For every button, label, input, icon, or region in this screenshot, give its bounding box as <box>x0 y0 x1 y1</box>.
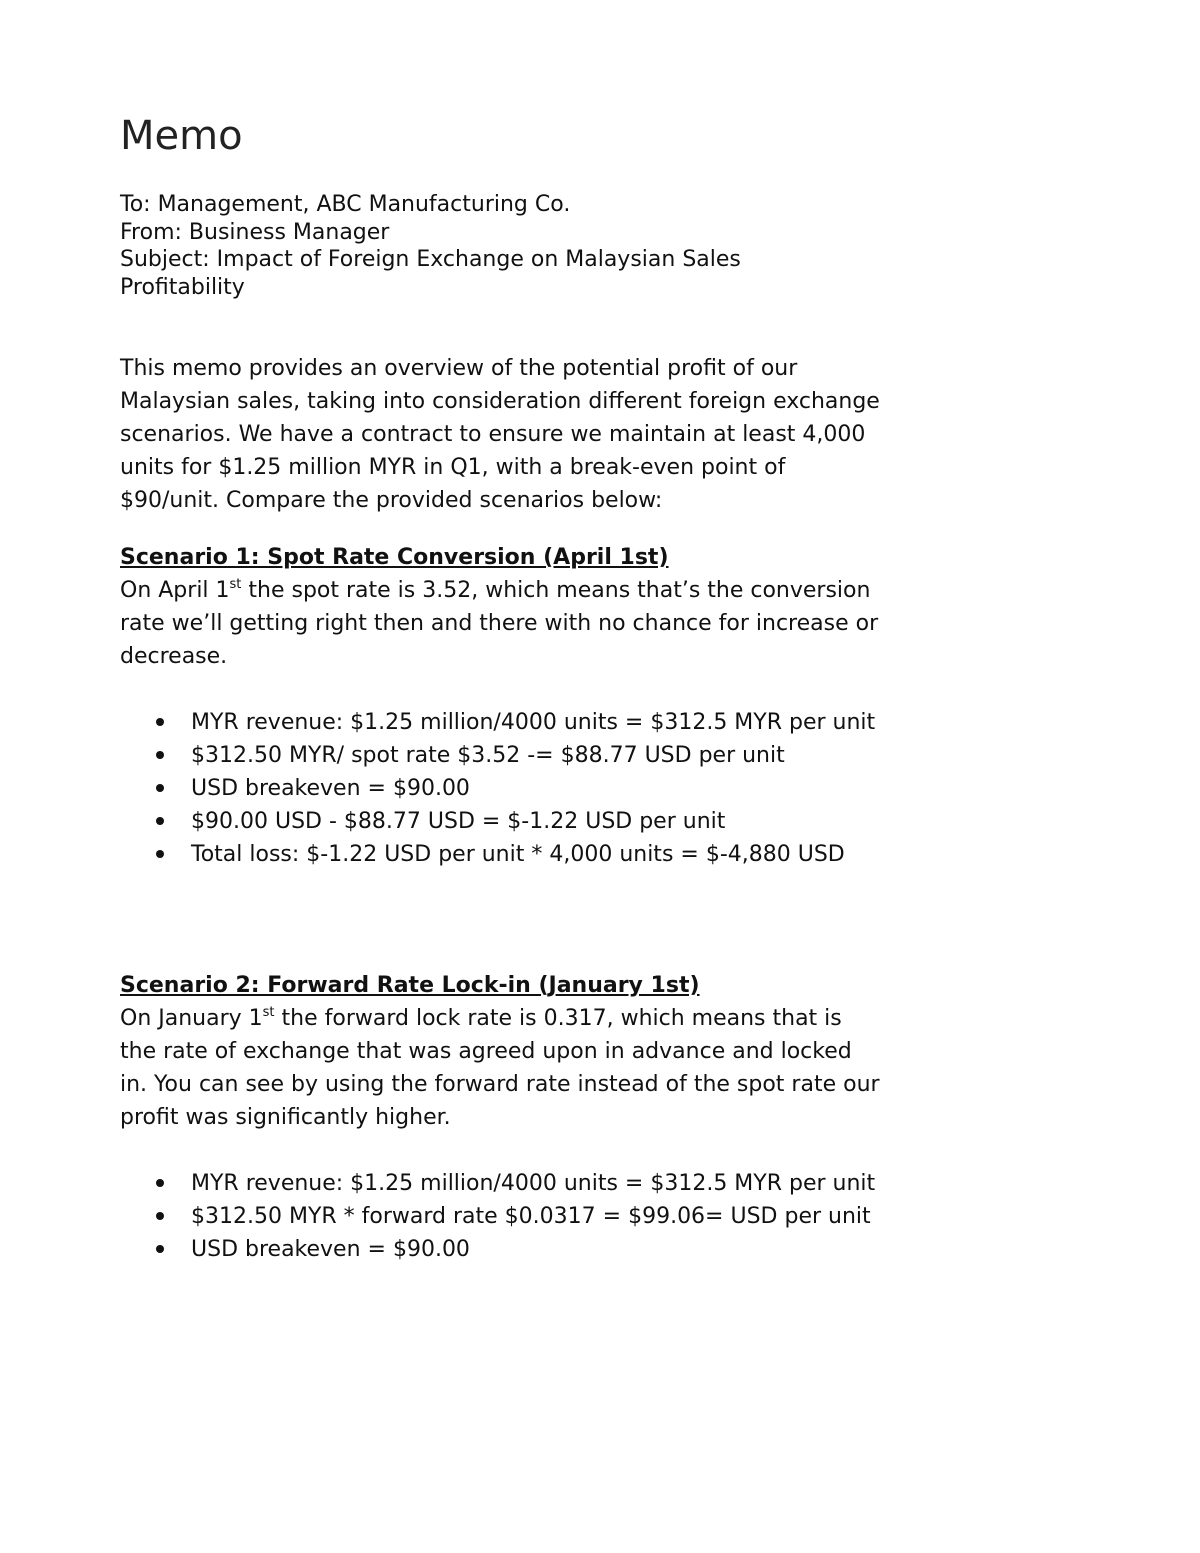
scenario-2-desc-superscript: st <box>262 1005 275 1020</box>
memo-subject: Subject: Impact of Foreign Exchange on Malaysian Sales <box>120 247 741 272</box>
scenario-1-desc-rest: the spot rate is 3.52, which means that’s the conversion rate we’ll getting right then and there with no chance for increase or decrease. <box>120 578 879 669</box>
memo-subject-continued: Profitability <box>120 274 245 300</box>
list-item-text: $312.50 MYR * forward rate $0.0317 = $99.06= USD per unit <box>191 1204 871 1229</box>
scenario-1-bullet-list <box>120 706 880 871</box>
scenario-2-heading: Scenario 2: Forward Rate Lock-in (January 1st) <box>120 973 700 998</box>
memo-to: To: Management, ABC Manufacturing Co. <box>120 192 571 217</box>
scenario-1-heading: Scenario 1: Spot Rate Conversion (April 1st) <box>120 545 669 570</box>
list-item <box>120 706 880 739</box>
list-item-text: USD breakeven = $90.00 <box>191 776 470 801</box>
list-item-text: $312.50 MYR/ spot rate $3.52 -= $88.77 USD per unit <box>191 743 785 768</box>
bullet-icon <box>156 817 164 825</box>
list-item-text: MYR revenue: $1.25 million/4000 units = $312.5 MYR per unit <box>191 1171 876 1196</box>
scenario-1-description <box>120 574 880 673</box>
list-item <box>120 1200 880 1233</box>
scenario-2-desc-start: On January 1 <box>120 1006 263 1031</box>
scenario-2-bullet-list <box>120 1167 880 1266</box>
list-item-text: USD breakeven = $90.00 <box>191 1237 470 1262</box>
bullet-icon <box>156 718 164 726</box>
bullet-icon <box>156 1212 164 1220</box>
bullet-icon <box>156 784 164 792</box>
list-item <box>120 772 880 805</box>
scenario-1-desc-start: On April 1 <box>120 578 230 603</box>
bullet-icon <box>156 1179 164 1187</box>
list-item-text: $90.00 USD - $88.77 USD = $-1.22 USD per unit <box>191 809 726 834</box>
scenario-1-desc-superscript: st <box>229 577 242 592</box>
memo-header <box>120 191 880 301</box>
list-item-text: Total loss: $-1.22 USD per unit * 4,000 units = $-4,880 USD <box>191 842 845 867</box>
bullet-icon <box>156 751 164 759</box>
scenario-2-description <box>120 1002 880 1134</box>
bullet-icon <box>156 1245 164 1253</box>
list-item <box>120 1233 880 1266</box>
list-item <box>120 1167 880 1200</box>
bullet-icon <box>156 850 164 858</box>
memo-intro: This memo provides an overview of the potential profit of our Malaysian sales, taking into consideration different foreign exchange scenarios. We have a contract to ensure we maintain at least 4,000 units for $1.25 million MYR in Q1, with a break-even point of $90/unit. Compare the provided scenarios below: <box>120 356 880 513</box>
memo-title: Memo <box>120 113 243 159</box>
memo-from: From: Business Manager <box>120 219 390 245</box>
list-item-text: MYR revenue: $1.25 million/4000 units = $312.5 MYR per unit <box>191 710 876 735</box>
scenario-2-desc-rest: the forward lock rate is 0.317, which means that is the rate of exchange that was agreed upon in advance and locked in. You can see by using the forward rate instead of the spot rate our profit was significantly higher. <box>120 1006 880 1130</box>
list-item <box>120 739 880 772</box>
list-item <box>120 838 880 871</box>
list-item <box>120 805 880 838</box>
